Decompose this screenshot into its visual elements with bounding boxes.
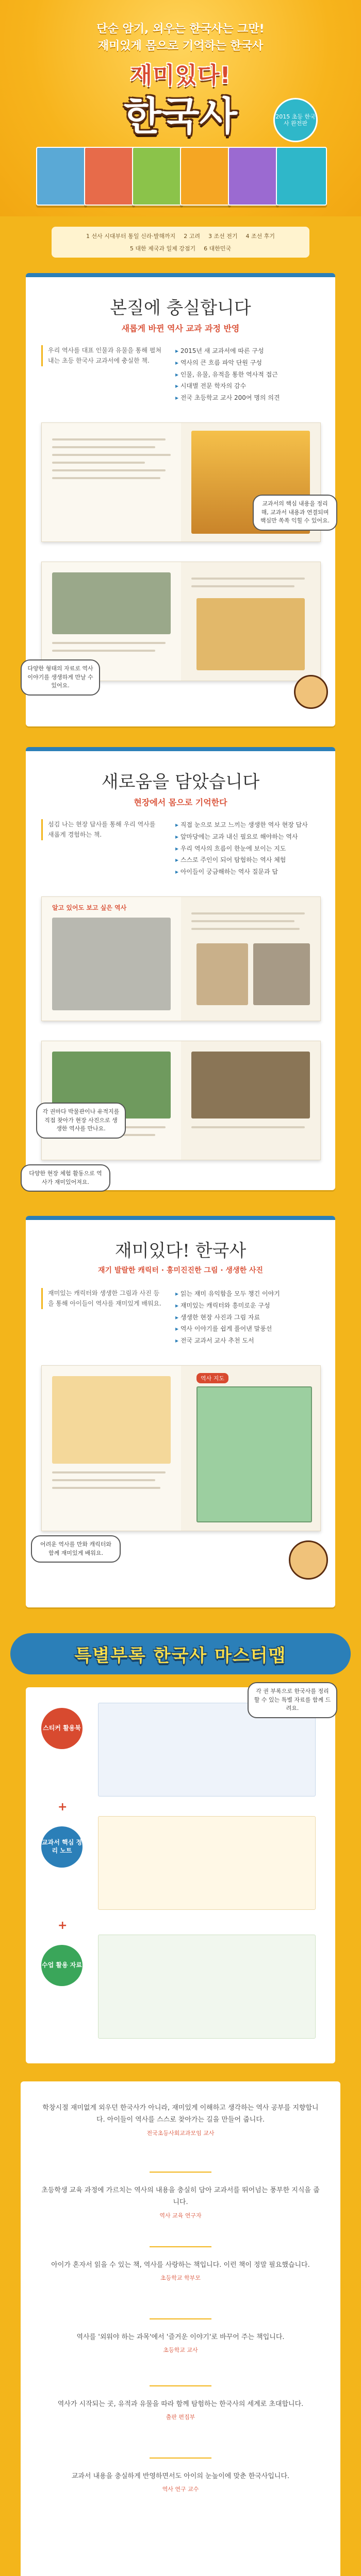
section-ribbon [26,747,335,751]
history-map [196,1386,312,1522]
section-description: 재미있는 캐릭터와 생생한 그림과 사진 등을 통해 아이들이 역사를 재미있게 배워요. [41,1288,161,1309]
testimonial-author: 초등학교 학부모 [160,2275,201,2282]
banner-title: 특별부록 한국사 마스터맵 [74,1645,287,1666]
supplement-tag: 수업 활용 자료 [41,1945,83,1986]
testimonial [41,2470,320,2495]
feature-item: ▸ 인물, 유물, 유적을 통한 역사적 접근 [175,369,325,381]
feature-item: ▸ 우리 역사의 흐름이 한눈에 보이는 지도 [175,843,325,855]
speech-bubble: 다양한 형태의 자료로 역사 이야기를 생생하게 만날 수 있어요. [21,659,100,696]
testimonial-text: 교과서 내용을 충실하게 반영하면서도 아이의 눈높이에 맞춘 한국사입니다. [71,2472,290,2480]
testimonials [21,2081,340,2576]
sample-spread-5 [41,1365,321,1531]
relic-photo [196,943,248,1005]
testimonial [41,2331,320,2355]
tagline-line-1: 단순 암기, 외우는 한국사는 그만! [96,23,265,36]
volume-item: 2 고려 [184,233,200,240]
supplement-tag: 교과서 핵심 정리 노트 [41,1826,83,1868]
site-photo [52,572,171,634]
feature-list [175,1288,325,1347]
testimonial [41,2102,320,2139]
series-title-line-1: 재미있다! [130,62,231,89]
feature-item: ▸ 생생한 현장 사진과 그림 자료 [175,1312,325,1324]
volume-list [52,227,309,258]
section-title: 새로움을 담았습니다 [101,772,260,792]
testimonial-text: 초등학생 교육 과정에 가르치는 역사의 내용을 충실히 담아 교과서를 뛰어넘는 풍부한 지식을 줍니다. [41,2187,320,2207]
book-cover [36,147,87,206]
book-cover [84,147,135,206]
speech-bubble: 다양한 현장 체험 활동으로 역사가 재미있어져요. [21,1164,110,1192]
class-material-preview [98,1935,316,2039]
tagline-line-2: 재미있게 몸으로 기억하는 한국사 [97,40,264,53]
volume-item: 4 조선 후기 [245,233,275,240]
mascot-character [294,675,328,709]
testimonial-author: 역사 연구 교수 [162,2486,199,2493]
testimonial [41,2184,320,2221]
special-supplement-banner [10,1633,351,1674]
section-title: 본질에 충실합니다 [110,298,251,318]
testimonial [41,2259,320,2283]
testimonial-author: 전국초등사회교과모임 교사 [146,2129,215,2137]
feature-item: ▸ 2015년 새 교과서에 따른 구성 [175,345,325,357]
testimonial-author: 역사 교육 연구자 [159,2212,202,2219]
book-cover [276,147,327,206]
testimonial-text: 역사가 시작되는 곳, 유적과 유물을 따라 함께 탐험하는 한국사의 세계로 초대합니다. [57,2400,304,2408]
speech-bubble: 어려운 역사를 만화 캐릭터와 함께 재미있게 배워요. [31,1535,121,1563]
relic-photo [253,943,310,1005]
spread-heading: 알고 있어도 보고 싶은 역사 [52,904,127,911]
feature-item: ▸ 전국 초등학교 교사 200여 명의 의견 [175,392,325,404]
supplement-tag: 스티커 활용북 [41,1708,83,1749]
hero-tagline [36,21,325,55]
plus-icon: + [58,1919,68,1932]
testimonial [41,2398,320,2422]
section-title: 재미있다! 한국사 [114,1241,247,1261]
speech-bubble: 각 권마다 박물관이나 유적지를 직접 찾아가 현장 사진으로 생생한 역사를 만나요. [36,1103,126,1139]
section-fun [26,1216,335,1607]
feature-item: ▸ 전국 교과서 교사 추천 도서 [175,1335,325,1347]
temple-photo [191,1052,310,1118]
feature-item: ▸ 역사의 큰 흐름 파악 단원 구성 [175,357,325,369]
section-description: 우리 역사를 대표 인물과 유물을 통해 펼쳐내는 초등 한국사 교과서에 충실한 책. [41,345,161,366]
book-cover [228,147,279,206]
volume-item: 6 대한민국 [204,245,232,252]
volume-item: 5 대한 제국과 일제 강점기 [129,245,196,252]
testimonial-text: 아이가 혼자서 읽을 수 있는 책, 역사를 사랑하는 책입니다. 이런 책이 정말 필요했습니다. [51,2261,310,2269]
series-title-line-2: 한국사 [123,93,238,139]
mascot-character [289,1540,328,1580]
note-preview [98,1816,316,1910]
section-subtitle: 새롭게 바뀐 역사 교과 과정 반영 [121,324,240,333]
statue-illustration [196,598,305,670]
feature-item: ▸ 시대별 전문 학자의 감수 [175,380,325,392]
feature-item: ▸ 직접 눈으로 보고 느끼는 생생한 역사 현장 답사 [175,819,325,831]
section-description: 섬김 나는 현장 답사를 통해 우리 역사를 새롭게 경험하는 책. [41,819,161,840]
book-cover [180,147,231,206]
section-subtitle: 현장에서 몸으로 기억한다 [134,798,227,807]
section-essence [26,273,335,726]
testimonial-text: 학창시절 재미없게 외우던 한국사가 아니라, 재미있게 이해하고 생각하는 역사 공부를 지향합니다. 아이들이 역사를 스스로 찾아가는 길을 만들어 줍니다. [42,2104,319,2124]
testimonial-author: 초등학교 교사 [163,2347,198,2354]
plus-icon: + [58,1801,68,1814]
section-ribbon [26,273,335,277]
testimonial-text: 역사를 '외워야 하는 과목'에서 '즐거운 이야기'로 바꾸어 주는 책입니다. [76,2333,285,2341]
section-ribbon [26,1216,335,1220]
edition-badge: 2015 초등 한국사 완전판 [273,98,318,142]
speech-bubble: 교과서의 핵심 내용을 정리해, 교과서 내용과 연결되며 핵심만 쏙쏙 익힐 수 있어요. [253,495,337,531]
pagoda-photo [52,918,171,1010]
sample-spread-3 [41,896,321,1021]
feature-item: ▸ 아이들이 궁금해하는 역사 질문과 답 [175,866,325,878]
feature-item: ▸ 재미있는 캐릭터와 흥미로운 구성 [175,1300,325,1312]
feature-list [175,345,325,404]
sample-spread-4 [41,1041,321,1160]
feature-item: ▸ 읽는 재미 유익함을 모두 챙긴 이야기 [175,1288,325,1300]
volume-item: 3 조선 전기 [208,233,238,240]
section-subtitle: 재기 발랄한 캐릭터 · 흥미진진한 그림 · 생생한 사진 [97,1266,264,1275]
testimonial-author: 출판 편집부 [166,2414,195,2421]
volume-item: 1 선사 시대부터 통일 신라·발해까지 [86,233,176,240]
feature-item: ▸ 스스로 주인이 되어 탐험하는 역사 체험 [175,854,325,866]
supplement-panel [26,1687,335,2063]
map-label: 역사 지도 [196,1373,228,1383]
feature-item: ▸ 앞마당에는 교과 내신 필요로 해야하는 역사 [175,831,325,843]
feature-item: ▸ 역사 이야기를 쉽게 풀어낸 말풍선 [175,1323,325,1335]
hero-banner [0,0,361,216]
book-cover [132,147,183,206]
section-novelty [26,747,335,1190]
speech-bubble: 각 권 부록으로 한국사를 정리할 수 있는 특별 자료를 함께 드려요. [248,1682,337,1718]
feature-list [175,819,325,878]
book-covers [36,147,325,204]
cartoon-illustration [52,1376,171,1464]
